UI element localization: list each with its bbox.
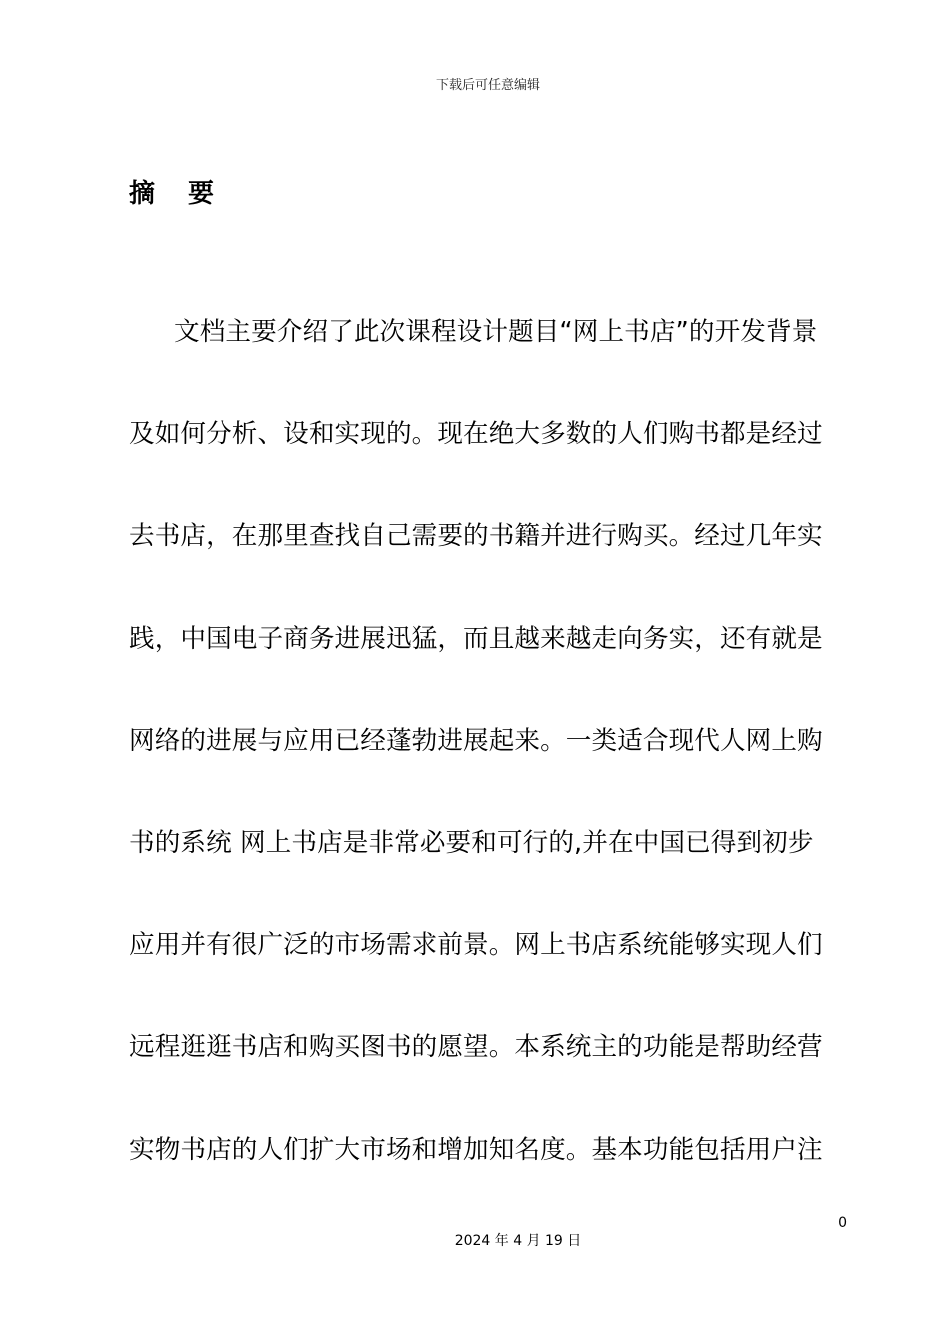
body-line: 去书店，在那里查找自己需要的书籍并进行购买。经过几年实 bbox=[129, 521, 823, 552]
body-line: 应用并有很广泛的市场需求前景。网上书店系统能够实现人们 bbox=[129, 930, 823, 961]
body-line: 网络的进展与应用已经蓬勃进展起来。一类适合现代人网上购 bbox=[129, 725, 823, 756]
body-line: 书的系统 网上书店是非常必要和可行的,并在中国已得到初步 bbox=[129, 827, 814, 858]
body-line: 及如何分析、设和实现的。现在绝大多数的人们购书都是经过 bbox=[129, 419, 823, 450]
footer-date: 2024 年 4 月 19 日 bbox=[454, 1233, 582, 1249]
page-number: 0 bbox=[838, 1215, 847, 1231]
abstract-heading: 摘 要 bbox=[129, 179, 227, 209]
abstract-body bbox=[129, 311, 849, 1231]
body-line: 践，中国电子商务进展迅猛，而且越来越走向务实，还有就是 bbox=[129, 623, 823, 654]
body-line: 实物书店的人们扩大市场和增加知名度。基本功能包括用户注 bbox=[129, 1134, 823, 1165]
body-line: 远程逛逛书店和购买图书的愿望。本系统主的功能是帮助经营 bbox=[129, 1032, 823, 1063]
body-line: 文档主要介绍了此次课程设计题目“网上书店”的开发背景 bbox=[174, 317, 818, 347]
page-header: 下载后可任意编辑 bbox=[435, 78, 540, 93]
